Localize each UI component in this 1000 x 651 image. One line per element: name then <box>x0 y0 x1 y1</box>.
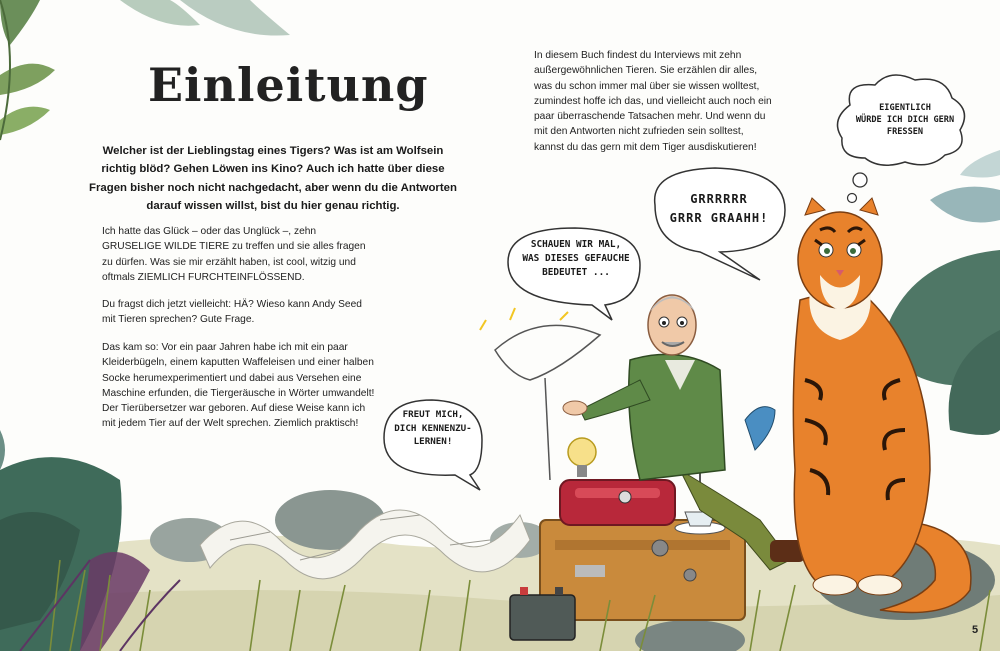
body-paragraph: Das kam so: Vor ein paar Jahren habe ich mit ein paar Kleiderbügeln, einem kaputten Waffeleisen und einer halben Socke herumexperimentiert und dabei aus Versehen eine Maschine erfunden, die Tiergeräusche in Wörter umwandelt! Der Tierübersetzer war geboren. Auf diese Weise kann ich mit jedem Tier auf der Welt sprechen. Ziemlich praktisch! <box>102 342 375 430</box>
bubble-line: FRESSEN <box>886 127 924 137</box>
body-paragraph: Ich hatte das Glück – oder das Unglück –, zehn GRUSELIGE WILDE TIERE zu treffen und sie alles fragen zu dürfen. Was sie mir erzählt haben, ist cool, witzig und oftmals ZIEMLICH FURCHTEINFLÖSSEND. <box>102 226 366 283</box>
tiger-thought-text <box>846 102 964 138</box>
bubble-line: DICH KENNENZU- <box>394 422 472 434</box>
bubble-line: GRRR GRAAHH! <box>669 211 769 225</box>
machine-speech-text <box>388 408 478 449</box>
lead-paragraph: Welcher ist der Lieblingstag eines Tigers? Was ist am Wolfsein richtig blöd? Gehen Löwen ins Kino? Auch ich hatte über diese Fragen bisher noch nicht nachgedacht, aber wenn du die Antworten darauf wissen willst, bist du hier genau richtig. <box>89 145 457 213</box>
page-number: 5 <box>972 624 979 636</box>
bubble-line: WÜRDE ICH DICH GERN <box>855 115 955 125</box>
bubble-line: SCHAUEN WIR MAL, <box>530 239 622 250</box>
page-title: Einleitung <box>148 58 429 112</box>
body-paragraph: Du fragst dich jetzt vielleicht: HÄ? Wieso kann Andy Seed mit Tieren sprechen? Gute Frage. <box>102 299 362 326</box>
thought-bubble-shape <box>838 75 965 202</box>
tiger-growl-text <box>660 190 778 228</box>
bubble-line: WAS DIESES GEFAUCHE <box>522 253 630 264</box>
bubble-line: FREUT MICH, <box>402 409 464 420</box>
right-column-paragraph: In diesem Buch findest du Interviews mit zehn außergewöhnlichen Tieren. Sie erzählen dir alles, was du schon immer mal über sie wissen wolltest, zumindest hoffe ich das, und vielleicht auch noch ein paar überraschende Tatsachen mehr. Und wenn du mit den Antworten nicht zufrieden sein solltest, kannst du das gern mit dem Tiger ausdiskutieren! <box>534 50 772 153</box>
bubble-line: GRRRRRR <box>690 192 748 206</box>
bubble-line: LERNEN! <box>413 436 453 448</box>
bubble-line: EIGENTLICH <box>879 103 931 113</box>
tiger-illustration <box>793 198 971 613</box>
bubble-line: BEDEUTET ... <box>542 267 610 278</box>
man-speech-text <box>516 238 636 280</box>
